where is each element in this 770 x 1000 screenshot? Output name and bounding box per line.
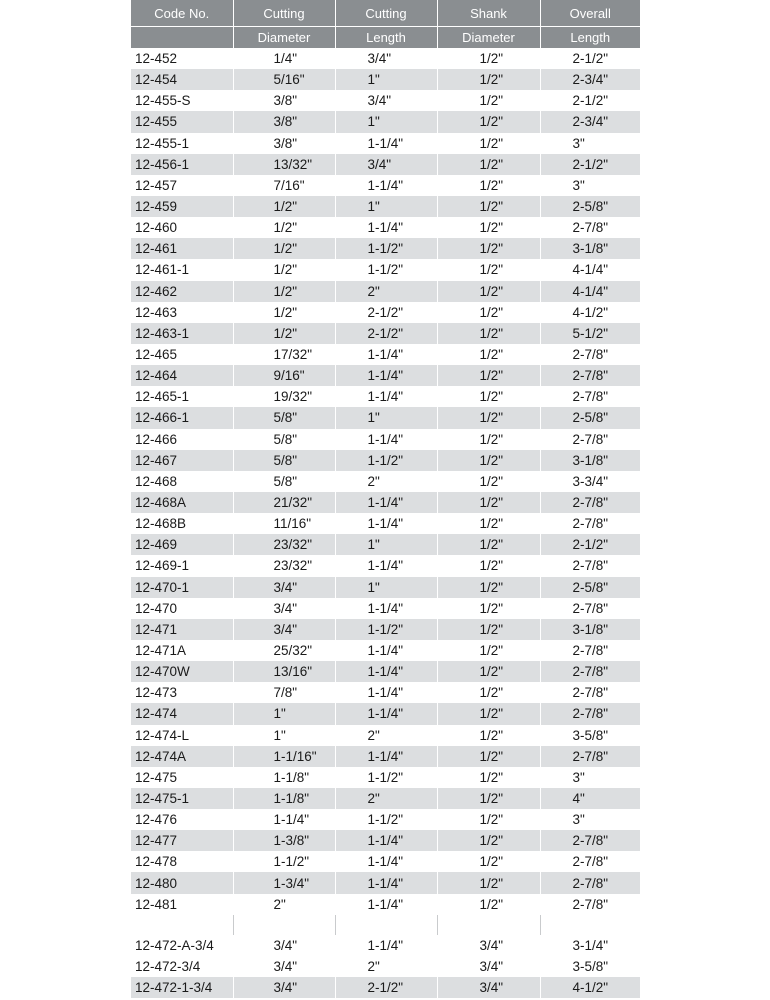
cutting-diameter-cell: 1/2" <box>233 259 335 280</box>
header-cutting-diameter-top: Cutting <box>233 0 335 27</box>
header-overall-length-top: Overall <box>540 0 640 27</box>
shank-diameter-cell: 1/2" <box>437 577 540 598</box>
header-shank-diameter-sub: Diameter <box>437 27 540 49</box>
cutting-length-cell: 1-1/4" <box>335 365 437 386</box>
table-spacer-row <box>131 915 640 935</box>
cutting-length-cell: 1-1/2" <box>335 238 437 259</box>
cutting-diameter-cell: 1" <box>233 725 335 746</box>
cutting-diameter-cell: 3/4" <box>233 935 335 956</box>
code-cell: 12-466-1 <box>131 407 233 428</box>
cutting-length-cell: 1" <box>335 111 437 132</box>
table-row <box>131 534 640 555</box>
overall-length-cell: 3-5/8" <box>540 725 640 746</box>
shank-diameter-cell: 1/2" <box>437 598 540 619</box>
code-cell: 12-475 <box>131 767 233 788</box>
code-cell: 12-465-1 <box>131 386 233 407</box>
shank-diameter-cell: 1/2" <box>437 703 540 724</box>
table-row <box>131 196 640 217</box>
code-cell: 12-459 <box>131 196 233 217</box>
cutting-diameter-cell: 3/4" <box>233 977 335 998</box>
cutting-length-cell: 1-1/2" <box>335 450 437 471</box>
shank-diameter-cell: 1/2" <box>437 682 540 703</box>
cutting-length-cell: 1-1/4" <box>335 429 437 450</box>
shank-diameter-cell: 1/2" <box>437 323 540 344</box>
table-row <box>131 661 640 682</box>
code-cell: 12-456-1 <box>131 154 233 175</box>
table-row <box>131 344 640 365</box>
shank-diameter-cell: 1/2" <box>437 619 540 640</box>
table-row <box>131 977 640 998</box>
cutting-diameter-cell: 3/8" <box>233 90 335 111</box>
overall-length-cell: 2-7/8" <box>540 513 640 534</box>
table-row <box>131 90 640 111</box>
table-row <box>131 956 640 977</box>
code-cell: 12-476 <box>131 809 233 830</box>
shank-diameter-cell: 1/2" <box>437 872 540 893</box>
overall-length-cell: 2-7/8" <box>540 894 640 915</box>
overall-length-cell: 3-1/8" <box>540 238 640 259</box>
table-row <box>131 302 640 323</box>
code-cell: 12-464 <box>131 365 233 386</box>
cutting-diameter-cell: 3/4" <box>233 956 335 977</box>
overall-length-cell: 2-3/4" <box>540 111 640 132</box>
table-row <box>131 598 640 619</box>
spacer-cell <box>335 915 437 935</box>
shank-diameter-cell: 1/2" <box>437 111 540 132</box>
code-cell: 12-470W <box>131 661 233 682</box>
cutting-length-cell: 1-1/4" <box>335 935 437 956</box>
cutting-diameter-cell: 11/16" <box>233 513 335 534</box>
shank-diameter-cell: 1/2" <box>437 429 540 450</box>
table-row <box>131 513 640 534</box>
cutting-diameter-cell: 1/2" <box>233 281 335 302</box>
overall-length-cell: 2-7/8" <box>540 640 640 661</box>
cutting-length-cell: 3/4" <box>335 48 437 69</box>
cutting-diameter-cell: 1/2" <box>233 196 335 217</box>
overall-length-cell: 2-7/8" <box>540 872 640 893</box>
cutting-length-cell: 1-1/4" <box>335 133 437 154</box>
shank-diameter-cell: 1/2" <box>437 661 540 682</box>
overall-length-cell: 2-7/8" <box>540 746 640 767</box>
overall-length-cell: 2-7/8" <box>540 703 640 724</box>
overall-length-cell: 2-7/8" <box>540 682 640 703</box>
cutting-diameter-cell: 1-1/8" <box>233 767 335 788</box>
header-shank-diameter-top: Shank <box>437 0 540 27</box>
cutting-length-cell: 1-1/4" <box>335 682 437 703</box>
code-cell: 12-471A <box>131 640 233 661</box>
cutting-diameter-cell: 1-3/4" <box>233 872 335 893</box>
overall-length-cell: 3" <box>540 175 640 196</box>
shank-diameter-cell: 1/2" <box>437 154 540 175</box>
code-cell: 12-470-1 <box>131 577 233 598</box>
overall-length-cell: 2-7/8" <box>540 851 640 872</box>
table-row <box>131 281 640 302</box>
cutting-length-cell: 1-1/4" <box>335 661 437 682</box>
shank-diameter-cell: 1/2" <box>437 830 540 851</box>
header-code-no-sub <box>131 27 233 49</box>
cutting-length-cell: 1" <box>335 69 437 90</box>
overall-length-cell: 2-3/4" <box>540 69 640 90</box>
header-cutting-diameter-sub: Diameter <box>233 27 335 49</box>
cutting-diameter-cell: 3/8" <box>233 111 335 132</box>
table-row <box>131 133 640 154</box>
table-body <box>131 48 640 998</box>
shank-diameter-cell: 1/2" <box>437 217 540 238</box>
code-cell: 12-463 <box>131 302 233 323</box>
shank-diameter-cell: 1/2" <box>437 809 540 830</box>
cutting-length-cell: 2" <box>335 281 437 302</box>
cutting-length-cell: 1-1/4" <box>335 513 437 534</box>
cutting-diameter-cell: 5/8" <box>233 471 335 492</box>
code-cell: 12-462 <box>131 281 233 302</box>
shank-diameter-cell: 3/4" <box>437 935 540 956</box>
code-cell: 12-473 <box>131 682 233 703</box>
cutting-diameter-cell: 25/32" <box>233 640 335 661</box>
cutting-length-cell: 2" <box>335 471 437 492</box>
shank-diameter-cell: 1/2" <box>437 48 540 69</box>
table-row <box>131 746 640 767</box>
code-cell: 12-475-1 <box>131 788 233 809</box>
overall-length-cell: 3-5/8" <box>540 956 640 977</box>
overall-length-cell: 2-1/2" <box>540 154 640 175</box>
code-cell: 12-474-L <box>131 725 233 746</box>
table-row <box>131 682 640 703</box>
shank-diameter-cell: 1/2" <box>437 450 540 471</box>
code-cell: 12-455-S <box>131 90 233 111</box>
cutting-diameter-cell: 1-1/4" <box>233 809 335 830</box>
cutting-length-cell: 1-1/4" <box>335 640 437 661</box>
code-cell: 12-466 <box>131 429 233 450</box>
overall-length-cell: 2-5/8" <box>540 196 640 217</box>
shank-diameter-cell: 1/2" <box>437 534 540 555</box>
shank-diameter-cell: 1/2" <box>437 492 540 513</box>
table-row <box>131 894 640 915</box>
cutting-diameter-cell: 3/4" <box>233 598 335 619</box>
overall-length-cell: 4-1/2" <box>540 977 640 998</box>
overall-length-cell: 4-1/4" <box>540 259 640 280</box>
shank-diameter-cell: 1/2" <box>437 386 540 407</box>
table-row <box>131 619 640 640</box>
overall-length-cell: 3-3/4" <box>540 471 640 492</box>
cutting-length-cell: 2-1/2" <box>335 323 437 344</box>
cutting-length-cell: 1-1/4" <box>335 217 437 238</box>
cutting-length-cell: 2-1/2" <box>335 302 437 323</box>
shank-diameter-cell: 1/2" <box>437 196 540 217</box>
cutting-length-cell: 2" <box>335 725 437 746</box>
table-row <box>131 217 640 238</box>
cutting-length-cell: 2" <box>335 956 437 977</box>
overall-length-cell: 2-7/8" <box>540 429 640 450</box>
overall-length-cell: 2-5/8" <box>540 407 640 428</box>
cutting-length-cell: 1-1/2" <box>335 809 437 830</box>
cutting-diameter-cell: 1-1/2" <box>233 851 335 872</box>
table-row <box>131 154 640 175</box>
cutting-diameter-cell: 1/2" <box>233 217 335 238</box>
overall-length-cell: 2-7/8" <box>540 661 640 682</box>
spacer-cell <box>131 915 233 935</box>
cutting-length-cell: 1" <box>335 534 437 555</box>
cutting-diameter-cell: 5/8" <box>233 407 335 428</box>
table-row <box>131 69 640 90</box>
cutting-diameter-cell: 5/16" <box>233 69 335 90</box>
shank-diameter-cell: 1/2" <box>437 894 540 915</box>
header-cutting-length-sub: Length <box>335 27 437 49</box>
shank-diameter-cell: 3/4" <box>437 977 540 998</box>
cutting-length-cell: 1-1/4" <box>335 555 437 576</box>
cutting-length-cell: 1" <box>335 196 437 217</box>
overall-length-cell: 3-1/8" <box>540 450 640 471</box>
code-cell: 12-477 <box>131 830 233 851</box>
table-row <box>131 555 640 576</box>
table-row <box>131 323 640 344</box>
shank-diameter-cell: 1/2" <box>437 175 540 196</box>
overall-length-cell: 3" <box>540 809 640 830</box>
shank-diameter-cell: 1/2" <box>437 851 540 872</box>
code-cell: 12-455-1 <box>131 133 233 154</box>
overall-length-cell: 2-7/8" <box>540 555 640 576</box>
table-row <box>131 450 640 471</box>
table-row <box>131 259 640 280</box>
shank-diameter-cell: 1/2" <box>437 513 540 534</box>
table-row <box>131 809 640 830</box>
code-cell: 12-461-1 <box>131 259 233 280</box>
code-cell: 12-469-1 <box>131 555 233 576</box>
overall-length-cell: 3" <box>540 133 640 154</box>
overall-length-cell: 2-5/8" <box>540 577 640 598</box>
shank-diameter-cell: 1/2" <box>437 640 540 661</box>
code-cell: 12-460 <box>131 217 233 238</box>
cutting-length-cell: 3/4" <box>335 90 437 111</box>
header-row-top <box>131 0 640 27</box>
spacer-cell <box>233 915 335 935</box>
overall-length-cell: 2-7/8" <box>540 365 640 386</box>
overall-length-cell: 2-1/2" <box>540 90 640 111</box>
code-cell: 12-472-A-3/4 <box>131 935 233 956</box>
code-cell: 12-452 <box>131 48 233 69</box>
cutting-length-cell: 1-1/2" <box>335 767 437 788</box>
cutting-length-cell: 3/4" <box>335 154 437 175</box>
table-row <box>131 830 640 851</box>
overall-length-cell: 2-1/2" <box>540 48 640 69</box>
table-row <box>131 48 640 69</box>
table-row <box>131 111 640 132</box>
code-cell: 12-474 <box>131 703 233 724</box>
shank-diameter-cell: 1/2" <box>437 133 540 154</box>
overall-length-cell: 2-7/8" <box>540 830 640 851</box>
overall-length-cell: 4-1/2" <box>540 302 640 323</box>
cutting-length-cell: 1-1/4" <box>335 872 437 893</box>
shank-diameter-cell: 1/2" <box>437 90 540 111</box>
table-row <box>131 640 640 661</box>
shank-diameter-cell: 1/2" <box>437 259 540 280</box>
table-row <box>131 175 640 196</box>
table-row <box>131 492 640 513</box>
header-cutting-length-top: Cutting <box>335 0 437 27</box>
code-cell: 12-455 <box>131 111 233 132</box>
cutting-length-cell: 1-1/4" <box>335 386 437 407</box>
cutting-length-cell: 1-1/4" <box>335 851 437 872</box>
cutting-diameter-cell: 19/32" <box>233 386 335 407</box>
overall-length-cell: 5-1/2" <box>540 323 640 344</box>
code-cell: 12-463-1 <box>131 323 233 344</box>
shank-diameter-cell: 1/2" <box>437 471 540 492</box>
shank-diameter-cell: 1/2" <box>437 302 540 323</box>
shank-diameter-cell: 1/2" <box>437 746 540 767</box>
cutting-diameter-cell: 9/16" <box>233 365 335 386</box>
cutting-length-cell: 1-1/2" <box>335 259 437 280</box>
overall-length-cell: 3-1/8" <box>540 619 640 640</box>
table-row <box>131 935 640 956</box>
overall-length-cell: 3-1/4" <box>540 935 640 956</box>
table-row <box>131 238 640 259</box>
code-cell: 12-457 <box>131 175 233 196</box>
table-row <box>131 471 640 492</box>
cutting-length-cell: 1-1/4" <box>335 492 437 513</box>
cutting-diameter-cell: 7/8" <box>233 682 335 703</box>
cutting-length-cell: 1-1/4" <box>335 344 437 365</box>
table-row <box>131 767 640 788</box>
overall-length-cell: 3" <box>540 767 640 788</box>
cutting-diameter-cell: 3/4" <box>233 619 335 640</box>
code-cell: 12-470 <box>131 598 233 619</box>
table-row <box>131 577 640 598</box>
code-cell: 12-465 <box>131 344 233 365</box>
shank-diameter-cell: 1/2" <box>437 238 540 259</box>
overall-length-cell: 2-7/8" <box>540 344 640 365</box>
cutting-length-cell: 1" <box>335 577 437 598</box>
code-cell: 12-472-1-3/4 <box>131 977 233 998</box>
shank-diameter-cell: 1/2" <box>437 281 540 302</box>
shank-diameter-cell: 1/2" <box>437 725 540 746</box>
spacer-cell <box>540 915 640 935</box>
cutting-diameter-cell: 23/32" <box>233 534 335 555</box>
cutting-diameter-cell: 1-3/8" <box>233 830 335 851</box>
overall-length-cell: 2-7/8" <box>540 386 640 407</box>
code-cell: 12-468A <box>131 492 233 513</box>
cutting-diameter-cell: 7/16" <box>233 175 335 196</box>
code-cell: 12-478 <box>131 851 233 872</box>
cutting-diameter-cell: 5/8" <box>233 450 335 471</box>
shank-diameter-cell: 1/2" <box>437 407 540 428</box>
overall-length-cell: 2-1/2" <box>540 534 640 555</box>
shank-diameter-cell: 1/2" <box>437 69 540 90</box>
shank-diameter-cell: 1/2" <box>437 344 540 365</box>
cutting-diameter-cell: 1/2" <box>233 323 335 344</box>
code-cell: 12-461 <box>131 238 233 259</box>
code-cell: 12-480 <box>131 872 233 893</box>
shank-diameter-cell: 3/4" <box>437 956 540 977</box>
cutting-length-cell: 2" <box>335 788 437 809</box>
header-row-sub <box>131 27 640 49</box>
cutting-diameter-cell: 13/16" <box>233 661 335 682</box>
cutting-diameter-cell: 23/32" <box>233 555 335 576</box>
cutting-diameter-cell: 1-1/16" <box>233 746 335 767</box>
code-cell: 12-468B <box>131 513 233 534</box>
cutting-diameter-cell: 13/32" <box>233 154 335 175</box>
code-cell: 12-467 <box>131 450 233 471</box>
cutting-length-cell: 2-1/2" <box>335 977 437 998</box>
code-cell: 12-468 <box>131 471 233 492</box>
cutting-diameter-cell: 3/4" <box>233 577 335 598</box>
cutting-diameter-cell: 5/8" <box>233 429 335 450</box>
code-cell: 12-469 <box>131 534 233 555</box>
cutting-diameter-cell: 1/2" <box>233 302 335 323</box>
cutting-length-cell: 1-1/4" <box>335 598 437 619</box>
cutting-length-cell: 1-1/4" <box>335 830 437 851</box>
overall-length-cell: 2-7/8" <box>540 598 640 619</box>
code-cell: 12-454 <box>131 69 233 90</box>
cutting-diameter-cell: 2" <box>233 894 335 915</box>
spec-table <box>131 0 640 998</box>
cutting-length-cell: 1-1/4" <box>335 746 437 767</box>
code-cell: 12-472-3/4 <box>131 956 233 977</box>
cutting-length-cell: 1" <box>335 407 437 428</box>
cutting-diameter-cell: 1-1/8" <box>233 788 335 809</box>
cutting-length-cell: 1-1/4" <box>335 894 437 915</box>
table-row <box>131 429 640 450</box>
shank-diameter-cell: 1/2" <box>437 767 540 788</box>
code-cell: 12-474A <box>131 746 233 767</box>
spacer-cell <box>437 915 540 935</box>
cutting-length-cell: 1-1/4" <box>335 703 437 724</box>
table-row <box>131 851 640 872</box>
cutting-diameter-cell: 3/8" <box>233 133 335 154</box>
table-row <box>131 725 640 746</box>
table-row <box>131 365 640 386</box>
cutting-diameter-cell: 1" <box>233 703 335 724</box>
cutting-diameter-cell: 1/4" <box>233 48 335 69</box>
header-overall-length-sub: Length <box>540 27 640 49</box>
cutting-length-cell: 1-1/4" <box>335 175 437 196</box>
table-row <box>131 703 640 724</box>
table-row <box>131 386 640 407</box>
table-row <box>131 872 640 893</box>
table-header <box>131 0 640 48</box>
shank-diameter-cell: 1/2" <box>437 555 540 576</box>
shank-diameter-cell: 1/2" <box>437 788 540 809</box>
overall-length-cell: 2-7/8" <box>540 217 640 238</box>
code-cell: 12-481 <box>131 894 233 915</box>
cutting-length-cell: 1-1/2" <box>335 619 437 640</box>
table-row <box>131 788 640 809</box>
cutting-diameter-cell: 17/32" <box>233 344 335 365</box>
code-cell: 12-471 <box>131 619 233 640</box>
overall-length-cell: 4" <box>540 788 640 809</box>
shank-diameter-cell: 1/2" <box>437 365 540 386</box>
overall-length-cell: 2-7/8" <box>540 492 640 513</box>
cutting-diameter-cell: 21/32" <box>233 492 335 513</box>
header-code-no: Code No. <box>131 0 233 27</box>
overall-length-cell: 4-1/4" <box>540 281 640 302</box>
cutting-diameter-cell: 1/2" <box>233 238 335 259</box>
table-row <box>131 407 640 428</box>
